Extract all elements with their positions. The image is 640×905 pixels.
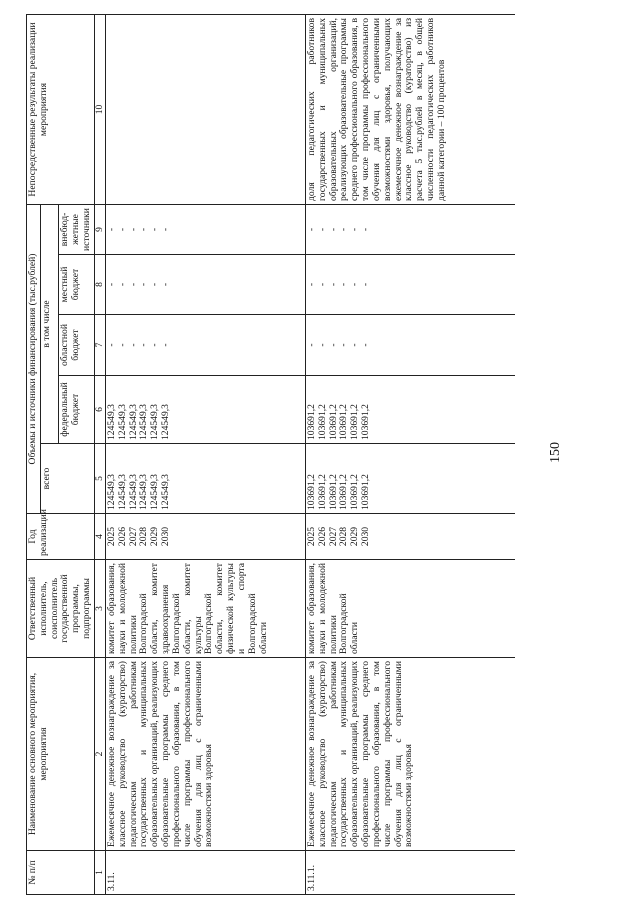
header-total: всего xyxy=(40,444,94,514)
header-local: местный бюджет xyxy=(59,255,94,315)
year-cell: 2026 xyxy=(116,526,128,547)
header-extrabudget: внебюд-жетные источники xyxy=(59,204,94,254)
value-cell: - xyxy=(160,343,172,347)
page-number: 150 xyxy=(548,442,563,463)
value-cell: - xyxy=(116,282,128,287)
value-cell: 124549,3 xyxy=(116,474,128,510)
value-cell: - xyxy=(305,282,317,287)
value-cell: 103691,2 xyxy=(305,474,317,510)
value-cell: 124549,3 xyxy=(138,474,150,510)
row-federal xyxy=(105,376,305,444)
column-numbers-row xyxy=(94,14,105,894)
header-result: Непосредственные результаты реализации мероприятия xyxy=(27,14,95,204)
year-cell: 2029 xyxy=(349,526,361,547)
row-years xyxy=(305,514,515,560)
value-cell: 103691,2 xyxy=(305,404,317,440)
row-num: 3.11.1. xyxy=(305,851,515,895)
row-local xyxy=(305,255,515,315)
value-cell: - xyxy=(149,343,161,347)
value-cell: 124549,3 xyxy=(116,404,128,440)
row-result xyxy=(105,14,305,204)
value-cell: 124549,3 xyxy=(160,404,172,440)
year-cell: 2027 xyxy=(127,526,139,547)
value-cell: - xyxy=(305,343,317,347)
header-financing: Объемы и источники финансирования (тыс.рублей) xyxy=(27,204,41,513)
row-regional xyxy=(105,315,305,376)
value-cell: 124549,3 xyxy=(149,474,161,510)
program-table xyxy=(26,14,515,895)
year-cell: 2029 xyxy=(149,526,161,547)
value-cell: - xyxy=(316,343,328,347)
value-cell: - xyxy=(327,343,339,347)
col-number: 2 xyxy=(94,658,105,851)
year-cell: 2028 xyxy=(138,526,150,547)
year-cell: 2025 xyxy=(305,526,317,547)
value-cell: 103691,2 xyxy=(360,404,372,440)
value-cell: - xyxy=(316,227,328,232)
row-responsible: комитет образования, науки и молодежной политики Волгоградской области xyxy=(305,560,515,658)
table-row xyxy=(305,14,515,894)
value-cell: - xyxy=(105,343,117,347)
year-cell: 2030 xyxy=(360,526,372,547)
header-regional: областной бюджет xyxy=(59,315,94,376)
header-name: Наименование основного мероприятия, мероприятия xyxy=(27,658,95,851)
value-cell: 103691,2 xyxy=(338,404,350,440)
value-cell: 103691,2 xyxy=(360,474,372,510)
col-number: 3 xyxy=(94,560,105,658)
header-federal: федеральный бюджет xyxy=(59,376,94,444)
year-cell: 2028 xyxy=(338,526,350,547)
col-number: 6 xyxy=(94,376,105,444)
col-number: 10 xyxy=(94,14,105,204)
header-num: № п/п xyxy=(27,851,95,895)
value-cell: - xyxy=(360,282,372,287)
value-cell: - xyxy=(327,227,339,232)
year-cell: 2027 xyxy=(327,526,339,547)
row-responsible: комитет образования, науки и молодежной политики Волгоградской области, комитет здравоохранения Волгоградской области, комитет культуры Волгоградской области, комитет физической культуры и спорта Волгоградской области xyxy=(105,560,305,658)
value-cell: - xyxy=(149,227,161,232)
value-cell: - xyxy=(360,343,372,347)
value-cell: - xyxy=(138,282,150,287)
value-cell: 103691,2 xyxy=(316,474,328,510)
col-number: 4 xyxy=(94,514,105,560)
value-cell: - xyxy=(305,227,317,232)
year-cell: 2025 xyxy=(105,526,117,547)
row-total xyxy=(105,444,305,514)
value-cell: 103691,2 xyxy=(316,404,328,440)
value-cell: - xyxy=(338,343,350,347)
value-cell: - xyxy=(160,227,172,232)
value-cell: - xyxy=(360,227,372,232)
col-number: 7 xyxy=(94,315,105,376)
value-cell: - xyxy=(127,282,139,287)
value-cell: 103691,2 xyxy=(327,404,339,440)
value-cell: - xyxy=(116,227,128,232)
value-cell: 124549,3 xyxy=(138,404,150,440)
row-extrabudget xyxy=(105,204,305,254)
value-cell: 124549,3 xyxy=(127,404,139,440)
value-cell: 124549,3 xyxy=(160,474,172,510)
value-cell: 124549,3 xyxy=(149,404,161,440)
row-regional xyxy=(305,315,515,376)
row-num: 3.11. xyxy=(105,851,305,895)
value-cell: - xyxy=(149,282,161,287)
value-cell: - xyxy=(127,227,139,232)
value-cell: - xyxy=(338,227,350,232)
row-local xyxy=(105,255,305,315)
row-total xyxy=(305,444,515,514)
value-cell: 103691,2 xyxy=(349,404,361,440)
value-cell: 103691,2 xyxy=(338,474,350,510)
value-cell: - xyxy=(105,282,117,287)
col-number: 9 xyxy=(94,204,105,254)
value-cell: 124549,3 xyxy=(127,474,139,510)
row-result: доля педагогических работников государственных и муниципальных образовательных организаций, реализующих образовательные программы среднего профессионального образования, в том числе программы профессионального обучения для лиц с ограниченными возможностями здоровья, получающих ежемесячное денежное вознаграждение за классное руководство (кураторство) из расчета 5 тыс.рублей в месяц, в общей численности педагогических работников данной категории – 100 процентов xyxy=(305,14,515,204)
table-row xyxy=(105,14,305,894)
header-including: в том числе xyxy=(40,204,59,443)
year-cell: 2026 xyxy=(316,526,328,547)
col-number: 8 xyxy=(94,255,105,315)
value-cell: 124549,3 xyxy=(105,404,117,440)
value-cell: - xyxy=(116,343,128,347)
row-years xyxy=(105,514,305,560)
year-cell: 2030 xyxy=(160,526,172,547)
value-cell: - xyxy=(138,343,150,347)
value-cell: - xyxy=(160,282,172,287)
row-extrabudget xyxy=(305,204,515,254)
value-cell: - xyxy=(105,227,117,232)
value-cell: 103691,2 xyxy=(327,474,339,510)
value-cell: - xyxy=(349,227,361,232)
row-name: Ежемесячное денежное вознаграждение за классное руководство (кураторство) педагогическим работникам государственных и муниципальных образовательных организаций, реализующих образовательные программы среднего профессионального образования, в том числе программы профессионального обучения для лиц с ограниченными возможностями здоровья xyxy=(105,658,305,851)
value-cell: 124549,3 xyxy=(105,474,117,510)
row-name: Ежемесячное денежное вознаграждение за классное руководство (кураторство) педагогическим работникам государственных и муниципальных образовательных организаций, реализующих образовательные программы среднего профессионального образования, в том числе программы профессионального обучения для лиц с ограниченными возможностями здоровья xyxy=(305,658,515,851)
row-federal xyxy=(305,376,515,444)
header-responsible: Ответственный исполнитель, соисполнитель государственной программы, подпрограммы xyxy=(27,560,95,658)
col-number: 5 xyxy=(94,444,105,514)
value-cell: - xyxy=(127,343,139,347)
value-cell: 103691,2 xyxy=(349,474,361,510)
value-cell: - xyxy=(338,282,350,287)
value-cell: - xyxy=(349,343,361,347)
col-number: 1 xyxy=(94,851,105,895)
header-year: Год реализации xyxy=(27,514,95,560)
value-cell: - xyxy=(349,282,361,287)
value-cell: - xyxy=(316,282,328,287)
value-cell: - xyxy=(138,227,150,232)
value-cell: - xyxy=(327,282,339,287)
